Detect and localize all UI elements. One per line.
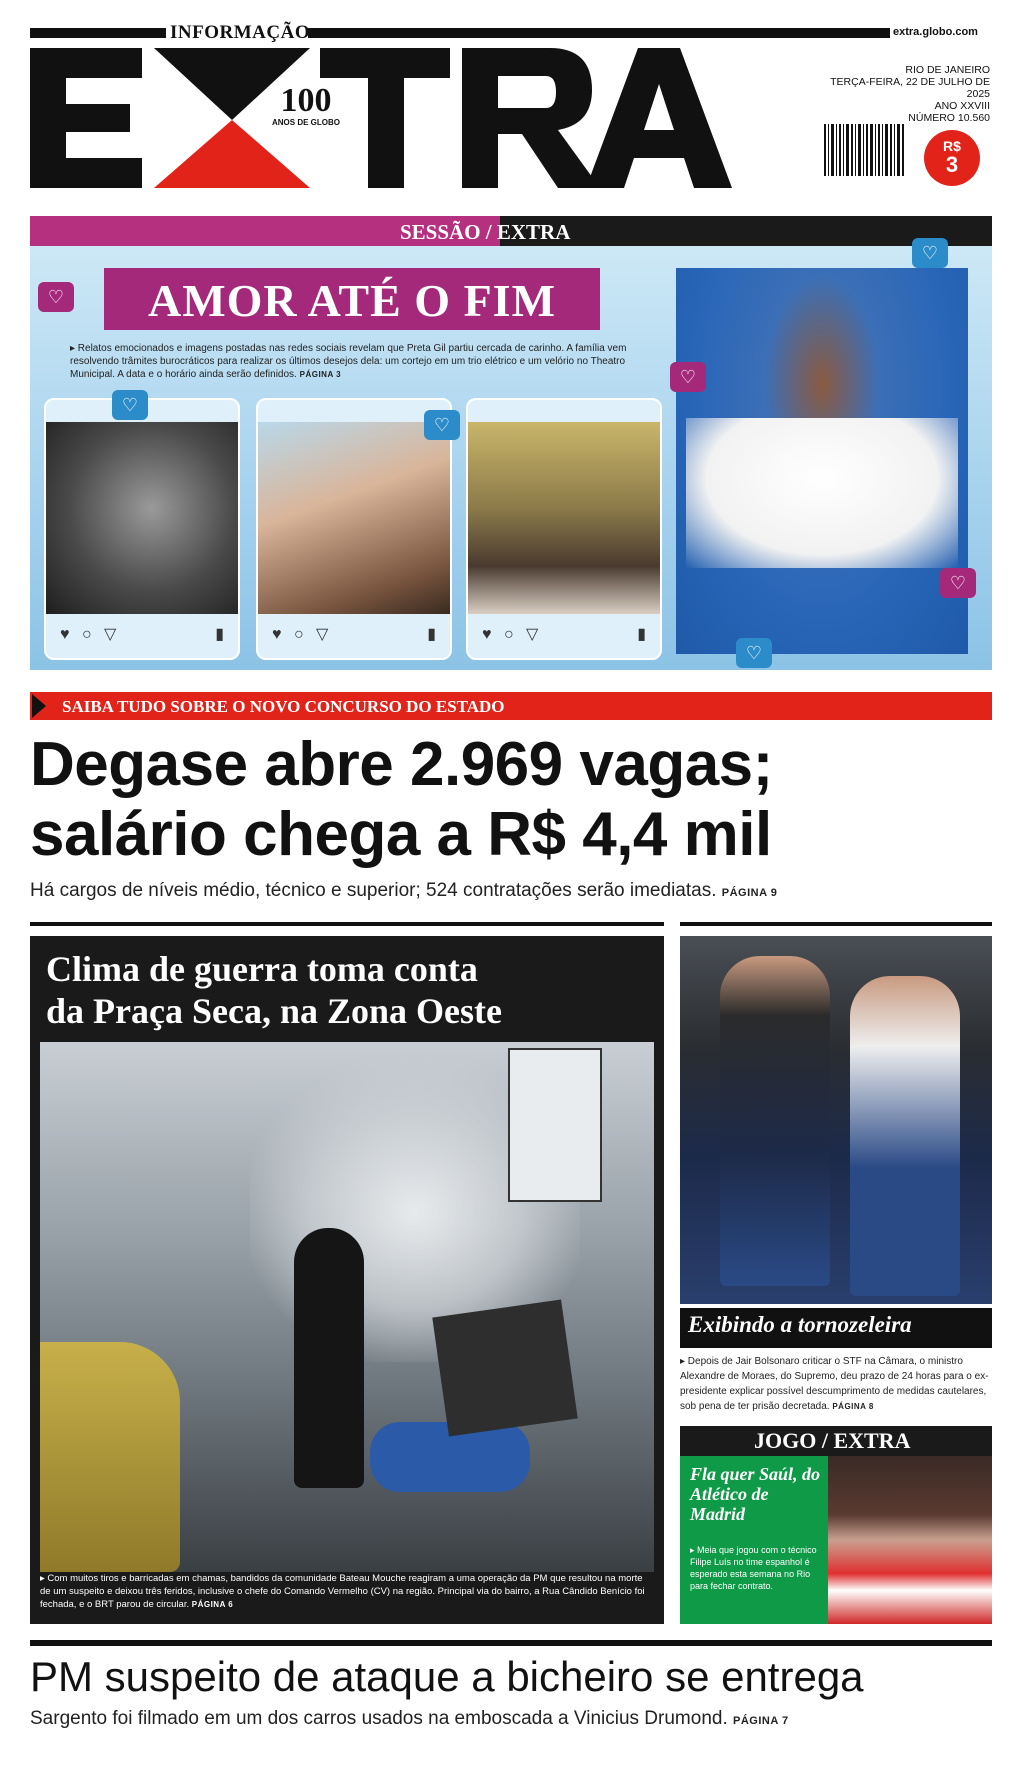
footer-page-ref[interactable]: PÁGINA 7 [733,1715,789,1727]
concurso-subhead-text: Há cargos de níveis médio, técnico e superior; 524 contratações serão imediatas. [30,880,717,901]
price-currency: R$ [943,138,961,154]
portrait-photo [676,268,968,654]
barcode-graphic [822,124,908,188]
section-divider [30,922,664,926]
footer-rule [30,1640,992,1646]
bookmark-icon: ▮ [427,626,436,643]
concurso-subhead [30,880,777,902]
dateline-date: TERÇA-FEIRA, 22 DE JULHO DE 2025 [830,76,990,100]
lead-headline-line2: da Praça Seca, na Zona Oeste [46,991,502,1031]
social-actions-icon: ♥ ○ ▽ [482,626,543,643]
heart-icon: ♡ [912,238,948,268]
heart-icon: ♡ [424,410,460,440]
bookmark-icon: ▮ [637,626,646,643]
lead-headline[interactable] [46,948,646,1032]
lead-page-ref[interactable]: PÁGINA 6 [191,1600,234,1609]
amor-text [70,342,630,381]
anniversary-number: 100 [280,82,332,119]
social-card-photo [258,422,450,614]
portrait-dress [686,418,958,568]
bookmark-icon: ▮ [215,626,224,643]
heart-icon: ♡ [736,638,772,668]
anniversary-badge [266,84,346,127]
concurso-headline-line2: salário chega a R$ 4,4 mil [30,800,772,869]
jogo-band-label[interactable]: JOGO / EXTRA [754,1428,911,1453]
sessao-band-label[interactable]: SESSÃO / EXTRA [400,220,571,244]
amor-title[interactable]: AMOR ATÉ O FIM [148,275,556,326]
social-card-3[interactable] [466,398,662,660]
bolsonaro-photo [680,936,992,1304]
social-actions-icon: ♥ ○ ▽ [60,626,121,643]
concurso-band-label[interactable]: SAIBA TUDO SOBRE O NOVO CONCURSO DO ESTADO [62,697,505,716]
logo-graphic [30,48,780,193]
social-card-photo [468,422,660,614]
crowd-figure [850,976,960,1296]
masthead-site-link[interactable]: extra.globo.com [893,26,978,38]
dateline-year: ANO XXVIII [934,100,990,112]
footer-subhead-text: Sargento foi filmado em um dos carros usados na emboscada a Vinicius Drumond. [30,1708,728,1729]
sign-board [508,1048,602,1202]
amor-page-ref[interactable]: PÁGINA 3 [299,370,342,379]
bolsonaro-text-body: ▸ Depois de Jair Bolsonaro criticar o STF na Câmara, o ministro Alexandre de Moraes, do Supremo, deu prazo de 24 horas para o ex-presidente explicar possível descumprimento de medidas cautelares, sob pena de ter prisão decretada. [680,1356,989,1412]
jogo-photo [828,1456,992,1624]
social-card-1[interactable] [44,398,240,660]
heart-icon: ♡ [940,568,976,598]
concurso-headline[interactable] [30,730,1000,870]
footer-headline[interactable]: PM suspeito de ataque a bicheiro se entrega [30,1653,864,1700]
price-badge [924,130,980,186]
footer-subhead [30,1708,789,1730]
price-value: 3 [945,152,959,177]
bolsonaro-text [680,1354,992,1414]
bolsonaro-headline[interactable]: Exibindo a tornozeleira [688,1312,912,1337]
heart-icon: ♡ [112,390,148,420]
amor-text-body: ▸ Relatos emocionados e imagens postadas nas redes sociais revelam que Preta Gil partiu cercada de carinho. A família vem resolvendo trâmites burocráticos para realizar os últimos desejos dela: um cortejo em um trio elétrico e um velório no Theatro Municipal. A data e o horário ainda serão definidos. [70,343,627,380]
masthead-section-tag: INFORMAÇÃO [170,22,311,43]
lead-caption-text: ▸ Com muitos tiros e barricadas em chamas, bandidos da comunidade Bateau Mouche reagiram a uma operação da PM que resultou na morte de um suspeito e deixou três feridos, inclusive o chefe do Comando Vermelho (CV) na região. Principal via do bairro, a Rua Cândido Benício foi fechada, e o BRT parou de circular. [40,1573,645,1610]
social-card-2[interactable] [256,398,452,660]
concurso-headline-line1: Degase abre 2.969 vagas; [30,730,773,799]
concurso-page-ref[interactable]: PÁGINA 9 [721,887,778,899]
lead-headline-line1: Clima de guerra toma conta [46,949,478,989]
dateline-city: RIO DE JANEIRO [905,64,990,76]
barcode [822,124,908,188]
section-divider [680,922,992,926]
concurso-band-marker [32,694,46,718]
social-card-photo [46,422,238,614]
social-actions-icon: ♥ ○ ▽ [272,626,333,643]
newspaper-logo[interactable] [30,48,780,193]
bolsonaro-page-ref[interactable]: PÁGINA 8 [832,1402,874,1411]
jogo-text: ▸ Meia que jogou com o técnico Filipe Luís no time espanhol é esperado esta semana no Rio para fechar contrato. [690,1545,817,1591]
dateline-issue: NÚMERO 10.560 [908,112,990,124]
jogo-headline[interactable]: Fla quer Saúl, do Atlético de Madrid [690,1464,821,1524]
anniversary-text: ANOS DE GLOBO [271,118,340,127]
heart-icon: ♡ [670,362,706,392]
dateline [810,64,990,124]
lead-photo [40,1042,654,1572]
taxi-car [40,1342,180,1572]
lead-caption [40,1572,654,1611]
heart-icon: ♡ [38,282,74,312]
silhouette-figure [294,1228,364,1488]
crowd-figure [720,956,830,1286]
trash-bin [432,1300,577,1437]
